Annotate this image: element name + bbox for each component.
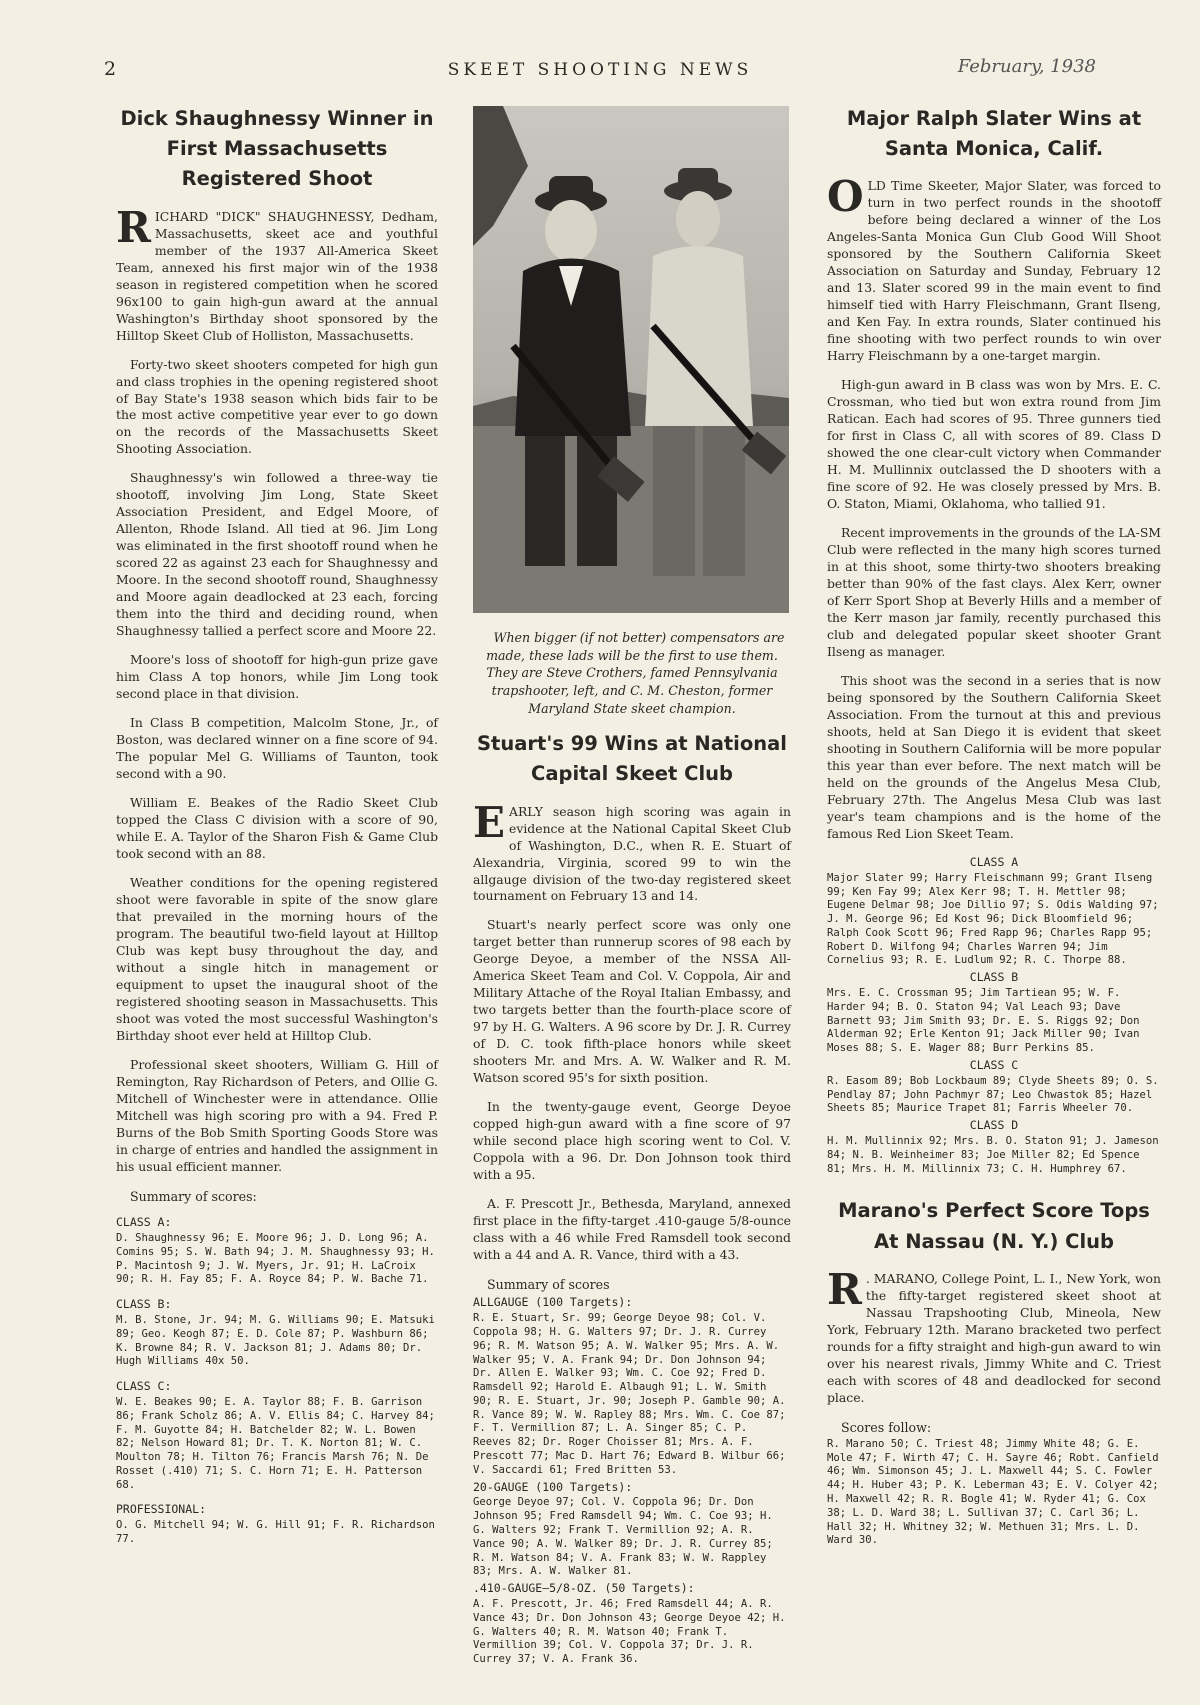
class-label: CLASS A: bbox=[116, 1215, 172, 1230]
score-block: 20-GAUGE (100 Targets): George Deyoe 97; Col. V. Coppola 96; Dr. Don Johnson 95; Fred Ramsdell 94; Wm. C. Coe 93; H. G. Walters 92; Frank T. Vermillion 92; A. R. Vance 90; A. W. Walker 89; Dr. J. R. Currey 85; R. M. Watson 84; V. A. Frank 83; W. W. Rappley 83; Mrs. A. W. Walker 81. bbox=[473, 1480, 791, 1580]
class-label: CLASS B bbox=[969, 970, 1019, 985]
article-paragraph: R . MARANO, College Point, L. I., New York, won the fifty-target registered skeet shoot at Nassau Trapshooting Club, Mineola, New York, February 12th. Marano bracketed two perfect rounds for a fifty straight and high-gun award to win over his nearest rivals, Jimmy White and C. Triest each with scores of 48 and deadlocked for second place. bbox=[827, 1264, 1161, 1405]
score-block: CLASS A: D. Shaughnessy 96; E. Moore 96; J. D. Long 96; A. Comins 95; S. W. Bath 94; J. M. Shaughnessy 93; H. P. Macintosh 9; J. W. Myers, Jr. 91; H. LaCroix 90; R. H. Fay 85; F. A. Royce 84; P. W. Bache 71. bbox=[116, 1215, 438, 1287]
article-paragraph: Stuart's nearly perfect score was only one target better than runnerup scores of 98 each by George Deyoe, a member of the NSSA All-America Skeet Team and Col. V. Coppola, Air and Military Attache of the Royal Italian Embassy, and two targets better than the fourth-place score of 97 by H. G. Walters. A 96 score by Dr. J. R. Currey of D. C. took fifth-place honors while skeet shooters Mr. and Mrs. A. W. Walker and R. M. Watson scored 95's for sixth position. bbox=[473, 917, 791, 1086]
article-paragraph: Weather conditions for the opening registered shoot were favorable in spite of the snow glare that prevailed in the morning hours of the program. The beautiful two-field layout at Hilltop Club was kept busy throughout the day, and without a single hitch in management or equipment to upset the inaugural shoot of the registered shooting season in Massachusetts. This shoot was voted the most successful Washington's Birthday shoot ever held at Hilltop Club. bbox=[116, 875, 438, 1043]
score-block: CLASS A Major Slater 99; Harry Fleischmann 99; Grant Ilseng 99; Ken Fay 99; Alex Kerr 98; T. H. Mettler 98; Eugene Delmar 98; Joe Dillio 97; S. Odis Walding 97; J. M. George 96; Ed Kost 96; Dick Bloomfield 96; Ralph Cook Scott 96; Fred Rapp 96; Charles Rapp 95; Robert D. Wilfong 94; Charles Warren 94; Jim Cornelius 93; R. E. Ludlum 92; R. C. Thorpe 88. bbox=[827, 855, 1161, 968]
article-headline-shaughnessy: Dick Shaughnessy Winner in First Massachusetts Registered Shoot bbox=[120, 107, 434, 191]
score-block: .410-GAUGE—5/8-OZ. (50 Targets): A. F. Prescott, Jr. 46; Fred Ramsdell 44; A. R. Vance 43; Dr. Don Johnson 43; George Deyoe 42; H. G. Walters 40; R. M. Watson 40; Frank T. Vermillion 39; Col. V. Coppola 37; Dr. J. R. Currey 37; V. A. Frank 36. bbox=[473, 1581, 791, 1667]
score-block: CLASS C: W. E. Beakes 90; E. A. Taylor 88; F. B. Garrison 86; Frank Scholz 86; A. V. Ellis 84; C. Harvey 84; F. M. Guyotte 84; H. Batchelder 82; W. L. Bowen 82; Nelson Howard 81; Dr. T. K. Norton 81; W. C. Moulton 78; H. Tilton 76; Francis Marsh 76; N. De Rosset (.410) 71; S. C. Horn 71; E. H. Patterson 68. bbox=[116, 1379, 438, 1492]
article-paragraph: Recent improvements in the grounds of the LA-SM Club were reflected in the many high scores turned in at this shoot, some thirty-two shooters breaking better than 90% of the fast clays. Alex Kerr, owner of Kerr Sport Shop at Beverly Hills and a member of the Kerr mason jar family, recently purchased this club and delegated popular skeet shooter Grant Ilseng as manager. bbox=[827, 525, 1161, 660]
article-paragraph: This shoot was the second in a series that is now being sponsored by the Southern California Skeet Association. From the turnout at this and previous shoots, held at San Diego it is evident that skeet shooting in Southern California will be more popular this year than ever before. The next match will be held on the grounds of the Angelus Mesa Club, February 27th. The Angelus Mesa Club was last year's team champions and is the home of the famous Red Lion Skeet Team. bbox=[827, 673, 1161, 841]
summary-heading: Summary of scores: bbox=[130, 1188, 257, 1204]
score-block: ALLGAUGE (100 Targets): R. E. Stuart, Sr. 99; George Deyoe 98; Col. V. Coppola 98; H. G. Walters 97; Dr. J. R. Currey 96; R. M. Watson 95; A. W. Walker 95; Mrs. A. W. Walker 95; V. A. Frank 94; Dr. Don Johnson 94; Dr. Allen E. Walker 93; Wm. C. Coe 92; Fred D. Ramsdell 92; Harold E. Albaugh 91; L. W. Smith 90; R. E. Stuart, Jr. 90; Joseph P. Gamble 90; A. R. Vance 89; W. W. Rapley 88; Mrs. Wm. C. Coe 87; F. T. Vermillion 87; L. A. Singer 85; C. P. Reeves 82; Dr. Roger Choisser 81; Mrs. A. F. Prescott 77; Mac D. Hart 76; Edward B. Wilbur 66; V. Saccardi 61; Fred Britten 53. bbox=[473, 1295, 791, 1477]
article-headline-stuart: Stuart's 99 Wins at National Capital Skeet Club bbox=[477, 732, 787, 786]
article-paragraph: RICHARD "DICK" SHAUGHNESSY, Dedham, Massachusetts, skeet ace and youthful member of the 1937 All-America Skeet Team, annexed his first major win of the 1938 season in registered competition when he scored 96x100 to gain high-gun award at the annual Washington's Birthday shoot sponsored by the Hilltop Skeet Club of Holliston, Massachusetts. bbox=[116, 202, 438, 343]
class-label: CLASS B: bbox=[116, 1297, 172, 1312]
article-headline-slater: Major Ralph Slater Wins at Santa Monica, Calif. bbox=[846, 107, 1142, 161]
drop-cap: O bbox=[827, 172, 864, 222]
drop-cap: R bbox=[827, 1264, 862, 1314]
summary-heading: Scores follow: bbox=[841, 1419, 932, 1435]
article-paragraph: Forty-two skeet shooters competed for high gun and class trophies in the opening registered shoot of Bay State's 1938 season which bids fair to be the most active competitive year ever to go down on the records of the Massachusetts Skeet Shooting Association. bbox=[116, 356, 438, 457]
score-block: CLASS D H. M. Mullinnix 92; Mrs. B. O. Staton 91; J. Jameson 84; N. B. Weinheimer 83; Joe Miller 82; Ed Spence 81; Mrs. H. M. Millinnix 73; C. H. Humphrey 67. bbox=[827, 1118, 1161, 1176]
photo-caption: When bigger (if not better) compensators are made, these lads will be the first to use them. They are Steve Crothers, famed Pennsylvania trapshooter, left, and C. M. Cheston, former Maryland State skeet champion. bbox=[486, 630, 785, 716]
drop-cap: R bbox=[116, 202, 151, 252]
score-block: CLASS B Mrs. E. C. Crossman 95; Jim Tartiean 95; W. F. Harder 94; B. O. Staton 94; Val Leach 93; Dave Barnett 93; Jim Smith 93; Dr. E. S. Riggs 92; Don Alderman 92; Erle Kenton 91; Jack Miller 90; Ivan Moses 88; S. E. Wager 88; Burr Perkins 85. bbox=[827, 970, 1161, 1056]
score-block: R. Marano 50; C. Triest 48; Jimmy White 48; G. E. Mole 47; F. Wirth 47; C. H. Sayre 46; Robt. Canfield 46; Wm. Simonson 45; J. L. Maxwell 44; S. C. Fowler 44; H. Huber 43; P. K. Leberman 43; E. V. Colyer 42; H. Maxwell 42; R. R. Bogle 41; W. Ryder 41; G. Cox 38; L. D. Ward 38; L. Sullivan 37; C. Carl 36; L. Hall 32; H. Whitney 32; W. Methuen 31; Mrs. L. D. Ward 30. bbox=[827, 1437, 1159, 1547]
score-block: CLASS C R. Easom 89; Bob Lockbaum 89; Clyde Sheets 89; O. S. Pendlay 87; John Pachmyr 87; Leo Chwastok 85; Hazel Sheets 85; Maurice Trapet 81; Farris Wheeler 70. bbox=[827, 1058, 1161, 1116]
article-paragraph: Professional skeet shooters, William G. Hill of Remington, Ray Richardson of Peters, and Ollie G. Mitchell of Winchester were in attendance. Ollie Mitchell was high scoring pro with a 94. Fred P. Burns of the Bob Smith Sporting Goods Store was in charge of entries and handled the assignment in his usual efficient manner. bbox=[116, 1056, 438, 1174]
article-paragraph: Moore's loss of shootoff for high-gun prize gave him Class A top honors, while Jim Long took second place in that division. bbox=[116, 652, 438, 702]
column-left bbox=[116, 104, 438, 1557]
article-paragraph: High-gun award in B class was won by Mrs. E. C. Crossman, who tied but won extra round from Jim Ratican. Each had scores of 95. Three gunners tied for first in Class C, all with scores of 89. Class D showed the one clear-cult victory when Commander H. M. Mullinnix outclassed the D shooters with a fine score of 92. He was closely pressed by Mrs. B. O. Staton, Miami, Oklahoma, who tallied 91. bbox=[827, 377, 1161, 512]
article-paragraph: William E. Beakes of the Radio Skeet Club topped the Class C division with a score of 90, while E. A. Taylor of the Sharon Fish & Game Club took second with an 88. bbox=[116, 795, 438, 862]
class-label: PROFESSIONAL: bbox=[116, 1502, 207, 1517]
class-label: 20-GAUGE (100 Targets): bbox=[473, 1479, 633, 1494]
page-header bbox=[104, 58, 1096, 88]
publication-title: SKEET SHOOTING NEWS bbox=[447, 60, 753, 80]
class-label: .410-GAUGE—5/8-OZ. (50 Targets): bbox=[473, 1581, 695, 1596]
score-block: CLASS B: M. B. Stone, Jr. 94; M. G. Williams 90; E. Matsuki 89; Geo. Keogh 87; E. D. Cole 87; P. Washburn 86; K. Browne 84; R. V. Jackson 81; J. Adams 80; Dr. Hugh Williams 40x 50. bbox=[116, 1297, 438, 1369]
class-label: CLASS C bbox=[969, 1057, 1019, 1072]
class-label: CLASS C: bbox=[116, 1379, 172, 1394]
class-label: CLASS A bbox=[969, 854, 1019, 869]
drop-cap: E bbox=[473, 797, 506, 847]
column-middle bbox=[473, 106, 791, 1677]
photo-illustration bbox=[473, 106, 789, 613]
article-paragraph: A. F. Prescott Jr., Bethesda, Maryland, annexed first place in the fifty-target .410-gauge 5/8-ounce class with a 46 while Fred Ramsdell took second with a 44 and A. R. Vance, third with a 43. bbox=[473, 1196, 791, 1263]
score-block: PROFESSIONAL: O. G. Mitchell 94; W. G. Hill 91; F. R. Richardson 77. bbox=[116, 1502, 438, 1546]
page-number: 2 bbox=[104, 58, 117, 80]
article-paragraph: In Class B competition, Malcolm Stone, Jr., of Boston, was declared winner on a fine score of 94. The popular Mel G. Williams of Taunton, took second with a 90. bbox=[116, 715, 438, 782]
article-paragraph: Shaughnessy's win followed a three-way tie shootoff, involving Jim Long, State Skeet Association President, and Edgel Moore, of Allenton, Rhode Island. All tied at 96. Jim Long was eliminated in the first shootoff round when he scored 22 as against 23 each for Shaughnessy and Moore. In the second shootoff round, Shaughnessy and Moore again deadlocked at 23 each, forcing them into the third and deciding round, when Shaughnessy tallied a perfect score and Moore 22. bbox=[116, 470, 438, 639]
class-label: CLASS D bbox=[969, 1118, 1019, 1133]
class-label: ALLGAUGE (100 Targets): bbox=[473, 1295, 633, 1310]
column-right bbox=[827, 104, 1161, 1558]
article-paragraph: OLD Time Skeeter, Major Slater, was forced to turn in two perfect rounds in the shootoff before being declared a winner of the Los Angeles-Santa Monica Gun Club Good Will Shoot sponsored by the Southern California Skeet Association on Saturday and Sunday, February 12 and 13. Slater scored 99 in the main event to find himself tied with Harry Fleischmann, Grant Ilseng, and Ken Fay. In extra rounds, Slater continued his fine shooting with two perfect rounds to win over Harry Fleischmann by a one-target margin. bbox=[827, 172, 1161, 364]
article-paragraph: In the twenty-gauge event, George Deyoe copped high-gun award with a fine score of 97 while second place high scoring went to Col. V. Coppola with a 96. Dr. Don Johnson took third with a 95. bbox=[473, 1099, 791, 1183]
article-headline-marano: Marano's Perfect Score Tops At Nassau (N. Y.) Club bbox=[838, 1199, 1150, 1253]
photo-two-shooters bbox=[473, 106, 789, 613]
summary-heading: Summary of scores bbox=[487, 1277, 610, 1293]
article-paragraph: EARLY season high scoring was again in evidence at the National Capital Skeet Club of Washington, D.C., when R. E. Stuart of Alexandria, Virginia, scored 99 to win the allgauge division of the two-day registered skeet tournament on February 13 and 14. bbox=[473, 797, 791, 904]
issue-date: February, 1938 bbox=[957, 56, 1096, 77]
